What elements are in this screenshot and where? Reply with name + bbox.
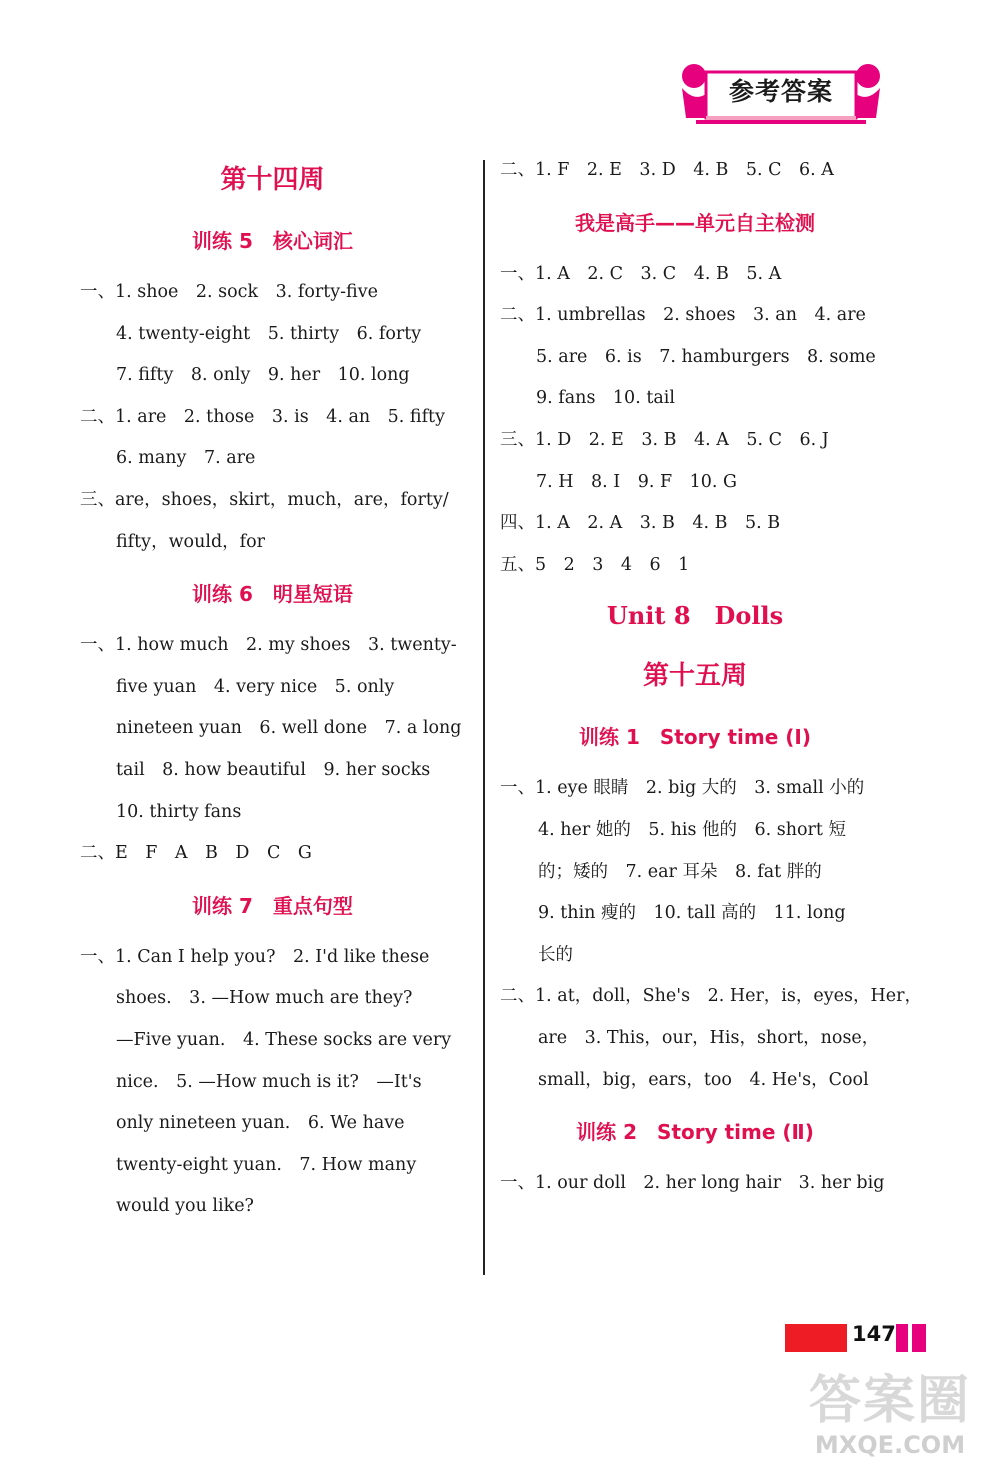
- answer-line: 四、1. A 2. A 3. B 4. B 5. B: [500, 513, 781, 534]
- left-column: [80, 150, 465, 1228]
- answer-line: 三、are，shoes，skirt，much，are，forty/: [80, 489, 449, 510]
- answer-line: 10. thirty fans: [116, 801, 242, 822]
- answer-line: 二、1. are 2. those 3. is 4. an 5. fifty: [80, 406, 445, 427]
- answer-line: would you like?: [116, 1196, 254, 1217]
- answer-line: twenty-eight yuan. 7. How many: [116, 1154, 417, 1175]
- answer-line: 二、1. F 2. E 3. D 4. B 5. C 6. A: [500, 160, 834, 180]
- answer-line: 五、5 2 3 4 6 1: [500, 554, 690, 575]
- footer-magenta-bar: [896, 1324, 908, 1352]
- answer-line: 三、1. D 2. E 3. B 4. A 5. C 6. J: [500, 429, 829, 450]
- answer-line: 二、1. umbrellas 2. shoes 3. an 4. are: [500, 305, 866, 326]
- watermark-url: MXQE.COM: [814, 1431, 966, 1459]
- answer-line: small，big，ears，too 4. He's，Cool: [538, 1069, 869, 1090]
- answer-line: 一、1. eye 眼睛 2. big 大的 3. small 小的: [500, 778, 865, 799]
- column-divider: [483, 160, 485, 1275]
- answer-line: shoes. 3. —How much are they?: [116, 988, 413, 1009]
- answer-line: nice. 5. —How much is it? —It's: [116, 1071, 422, 1092]
- answer-line: 4. her 她的 5. his 他的 6. short 短: [538, 819, 846, 840]
- watermark-logo-text: 答案圈: [808, 1371, 971, 1431]
- week-14-title: 第十四周: [220, 165, 325, 195]
- answer-line: 一、1. how much 2. my shoes 3. twenty-: [80, 635, 457, 656]
- answer-line: 长的: [538, 944, 573, 965]
- answer-line: 一、1. A 2. C 3. C 4. B 5. A: [500, 263, 782, 284]
- section-1-title: 训练 1 Story time (Ⅰ): [579, 725, 811, 750]
- section-7-title: 训练 7 重点句型: [192, 893, 353, 918]
- week-15-title: 第十五周: [642, 661, 747, 692]
- answer-line: 一、1. Can I help you? 2. I'd like these: [80, 946, 430, 967]
- answer-line: 5. are 6. is 7. hamburgers 8. some: [536, 346, 876, 367]
- badge-title: 参考答案: [728, 77, 833, 106]
- answer-line: 一、1. our doll 2. her long hair 3. her big: [500, 1173, 885, 1194]
- section-6-title: 训练 6 明星短语: [192, 582, 353, 607]
- answer-line: —Five yuan. 4. These socks are very: [116, 1029, 452, 1050]
- answer-line: 9. thin 瘦的 10. tall 高的 11. long: [538, 903, 846, 924]
- answer-line: five yuan 4. very nice 5. only: [116, 676, 395, 697]
- right-column: [500, 150, 922, 1205]
- answer-line: 4. twenty-eight 5. thirty 6. forty: [116, 323, 422, 344]
- footer-magenta-bar: [912, 1324, 926, 1352]
- answer-line: 的；矮的 7. ear 耳朵 8. fat 胖的: [538, 861, 822, 882]
- answer-line: 6. many 7. are: [116, 448, 256, 469]
- watermark: [790, 1372, 990, 1472]
- answer-line: 7. H 8. I 9. F 10. G: [536, 471, 737, 492]
- unit-8-title: Unit 8 Dolls: [606, 601, 784, 631]
- answer-line: 二、1. at，doll，She's 2. Her，is，eyes，Her，: [500, 986, 922, 1007]
- section-5-title: 训练 5 核心词汇: [192, 229, 353, 253]
- section-2-title: 训练 2 Story time (Ⅱ): [576, 1120, 814, 1145]
- page-number: 147: [852, 1322, 896, 1346]
- answer-line: 7. fifty 8. only 9. her 10. long: [116, 365, 410, 386]
- answer-line: nineteen yuan 6. well done 7. a long: [116, 718, 462, 739]
- footer-red-bar: [785, 1324, 847, 1352]
- answer-key-badge: [676, 58, 886, 130]
- answer-line: are 3. This，our，His，short，nose，: [538, 1027, 880, 1048]
- answer-line: only nineteen yuan. 6. We have: [116, 1113, 405, 1134]
- unit-test-title: 我是高手——单元自主检测: [575, 210, 815, 235]
- answer-line: tail 8. how beautiful 9. her socks: [116, 759, 431, 780]
- answer-line: 9. fans 10. tail: [536, 388, 675, 409]
- answer-line: fifty，would，for: [116, 531, 266, 552]
- answer-line: 一、1. shoe 2. sock 3. forty-five: [80, 282, 378, 302]
- answer-line: 二、E F A B D C G: [80, 843, 312, 864]
